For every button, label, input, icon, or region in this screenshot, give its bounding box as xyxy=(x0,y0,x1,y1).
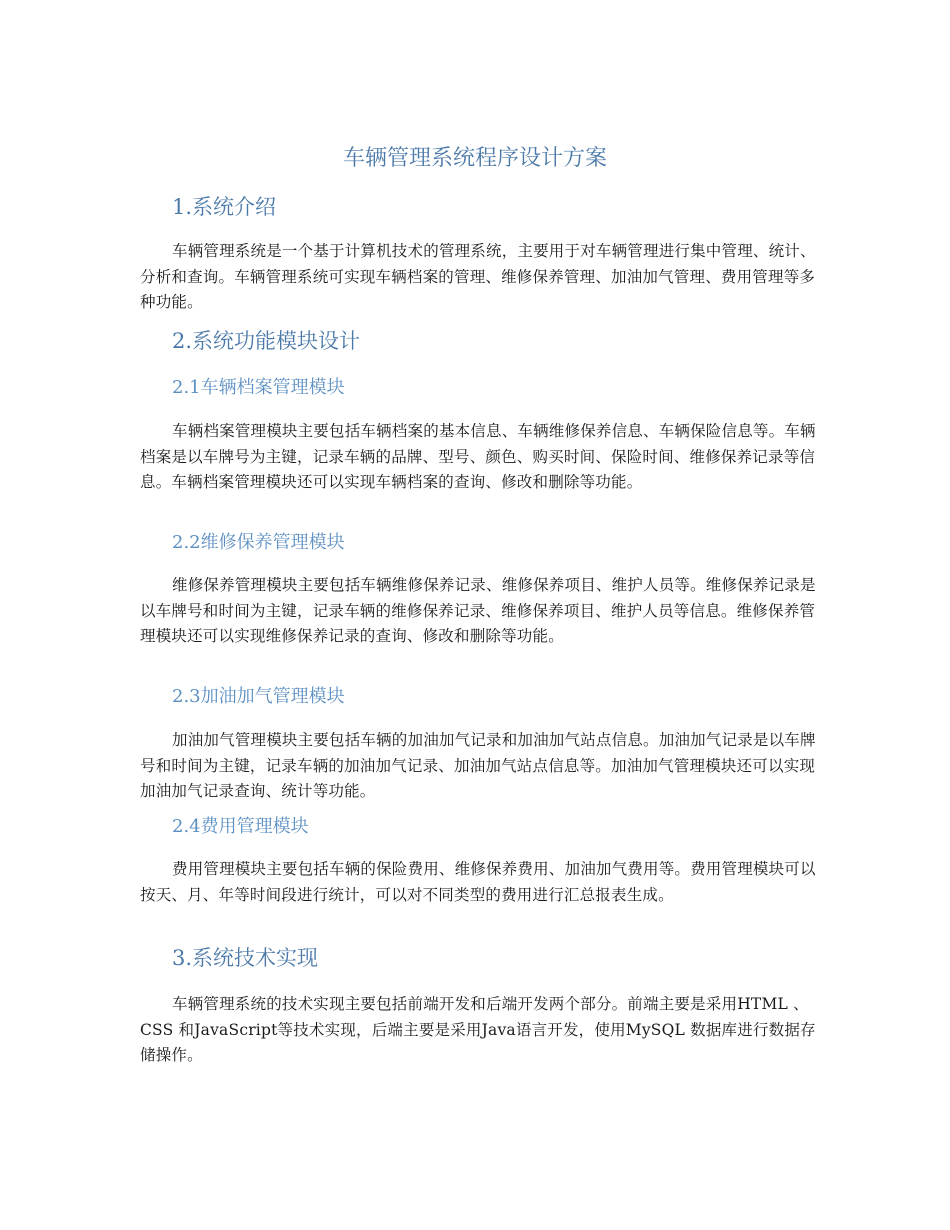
subsection-heading-fueling: 2.3加油加气管理模块 xyxy=(172,686,345,707)
subsection-heading-cost: 2.4费用管理模块 xyxy=(172,816,309,837)
subsection-paragraph-vehicle-archive: 车辆档案管理模块主要包括车辆档案的基本信息、车辆维修保养信息、车辆保险信息等。车辆档案是以车牌号为主键，记录车辆的品牌、型号、颜色、购买时间、保险时间、维修保养记录等信息。车辆档案管理模块还可以实现车辆档案的查询、修改和删除等功能。 xyxy=(140,422,816,491)
section-paragraph-intro: 车辆管理系统是一个基于计算机技术的管理系统，主要用于对车辆管理进行集中管理、统计、分析和查询。车辆管理系统可实现车辆档案的管理、维修保养管理、加油加气管理、费用管理等多种功能。 xyxy=(140,242,816,311)
subsection-heading-maintenance: 2.2维修保养管理模块 xyxy=(172,532,345,553)
subsection-paragraph-cost: 费用管理模块主要包括车辆的保险费用、维修保养费用、加油加气费用等。费用管理模块可以按天、月、年等时间段进行统计，可以对不同类型的费用进行汇总报表生成。 xyxy=(140,860,816,904)
section-heading-tech: 3.系统技术实现 xyxy=(172,946,319,970)
section-heading-intro: 1.系统介绍 xyxy=(172,195,277,219)
document-title: 车辆管理系统程序设计方案 xyxy=(342,146,607,171)
section-paragraph-tech: 车辆管理系统的技术实现主要包括前端开发和后端开发两个部分。前端主要是采用HTML 、CSS 和JavaScript等技术实现，后端主要是采用Java语言开发，使用MySQL 数据库进行数据存储操作。 xyxy=(140,995,816,1064)
subsection-paragraph-fueling: 加油加气管理模块主要包括车辆的加油加气记录和加油加气站点信息。加油加气记录是以车牌号和时间为主键，记录车辆的加油加气记录、加油加气站点信息等。加油加气管理模块还可以实现加油加气记录查询、统计等功能。 xyxy=(140,731,816,800)
section-heading-modules: 2.系统功能模块设计 xyxy=(172,329,361,353)
subsection-heading-vehicle-archive: 2.1车辆档案管理模块 xyxy=(172,377,345,398)
subsection-paragraph-maintenance: 维修保养管理模块主要包括车辆维修保养记录、维修保养项目、维护人员等。维修保养记录是以车牌号和时间为主键，记录车辆的维修保养记录、维修保养项目、维护人员等信息。维修保养管理模块还可以实现维修保养记录的查询、修改和删除等功能。 xyxy=(140,576,816,645)
